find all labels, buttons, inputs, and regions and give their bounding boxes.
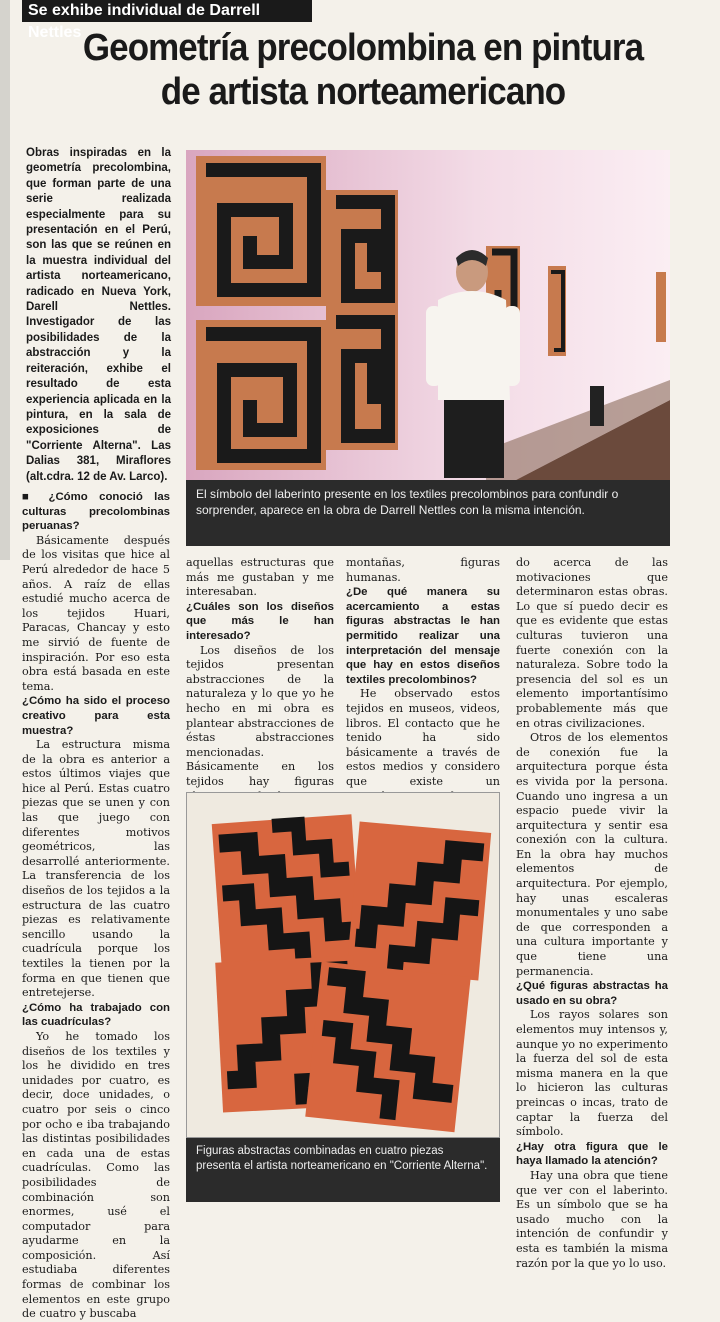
answer-7: Los rayos solares son elementos muy intensos y, aunque yo no experimento la fuerza del sol de esta misma manera en la que lo hicieron las culturas preincas o incas, trato de captar la fuerza del símbolo. [516, 1008, 668, 1139]
question-2: ¿Cómo ha sido el proceso creativo para esta muestra? [22, 695, 170, 737]
answer-4: Los diseños de los tejidos presentan abstracciones de la naturaleza y lo que yo he hecho en mi obra es plantear abstracciones de éstas abstracciones mencionadas. Básicamente en los tejidos hay figuras [186, 643, 334, 788]
gallery-photo-illustration [186, 150, 670, 480]
column-2-continuation: aquellas estructuras que más me gustaban y me interesaban. [186, 556, 334, 599]
question-7: ¿Hay otra figura que le haya llamado la atención? [516, 1140, 668, 1168]
page-edge-shadow [0, 0, 10, 560]
answer-2: La estructura misma de la obra es anterior a estos últimos viajes que hice al Perú. Estas cuatro piezas que se unen y con las que juego con diferentes motivos geométricos, las desarrollé anteriormente. La transferencia de los diseños de los tejidos a la estructura de las cuatro piezas es relativamente sencillo usando la cuadrícula porque los textiles la tienen por la forma en que tienen que entretejerse. [22, 738, 170, 1000]
column-3-continuation: montañas, figuras humanas. [346, 556, 500, 584]
question-5: ¿De qué manera su acercamiento a estas figuras abstractas le han permitido realizar una interpretación del mensaje que hay en estos diseños textiles precolombinos? [346, 586, 500, 686]
headline-line-2: de artista norteamericano [160, 71, 566, 113]
step-pattern-artwork [212, 814, 491, 1132]
lead-paragraph: Obras inspiradas en la geometría precolombina, que forman parte de una serie realizada especialmente para su presentación en el Perú, son las que se reúnen en la muestra individual del artista norteamericano, radicado en Nueva York, Darell Nettles. Investigador de las posibilidades de la abstracción y la reiteración, exhibe el resultado de esta experiencia aplicada en la pintura, en la sala de exposiciones de "Corriente Alterna". Las Dalias 381, Miraflores (alt.cdra. 12 de Av. Larco). [26, 147, 171, 483]
question-3: ¿Cómo ha trabajado con las cuadrículas? [22, 1001, 170, 1029]
answer-8: Hay una obra que tiene que ver con el laberinto. Es un símbolo que se ha usado mucho con la intención de confundir y esta es también la misma razón por la que yo lo uso. [516, 1168, 668, 1270]
question-1: ■ ¿Cómo conoció las culturas precolombinas peruanas? [22, 491, 171, 533]
answer-5: He observado estos tejidos en museos, videos, libros. El contacto que he tenido ha sido básicamente a través de estos medios y considero que existe un [346, 687, 500, 788]
four-pieces-photo [186, 792, 500, 1138]
column-4-continuation: do acerca de las motivaciones que determinaron estas obras. Lo que sí puedo decir es que es evidente que estas culturas tuvieron una fuerte conexión con la naturaleza. Sobre todo la presencia del sol es un elemento importantísimo probablemente más que en otras civilizaciones. [516, 556, 668, 730]
answer-6: Otros de los elementos de conexión fue la arquitectura porque ésta es vivida por la persona. Cuando uno ingresa a un espacio puede vivir la arquitectura y sentir esa conexión con la cultura. En la obra hay muchos elementos de arquitectura. Por ejemplo, hay unas escaleras monumentales y uno sabe de que corresponden a una cultura importante y que tiene una permanencia. [516, 731, 668, 978]
column-1 [22, 490, 170, 1322]
gallery-photo-caption: El símbolo del laberinto presente en los textiles precolombinos para confundir o sorprender, aparece en la obra de Darrell Nettles con la misma intención. [186, 480, 670, 546]
question-4: ¿Cuáles son los diseños que más le han interesado? [186, 600, 334, 642]
answer-3: Yo he tomado los diseños de los textiles y los he dividido en tres unidades por cuatro, es decir, doce unidades, o cuatro por seis o cinco por ocho e iba trabajando las distintas posibilidades en cada una de estas cuadrículas. Como las posibilidades de combinación son enormes, usé el computador para ayudarme en la composición. Así estudiaba diferentes formas de combinar los elementos en este grupo de cuatro y buscaba [22, 1029, 170, 1321]
four-pieces-caption: Figuras abstractas combinadas en cuatro piezas presenta el artista norteamericano en "Corriente Alterna". [186, 1138, 500, 1202]
gallery-photo [186, 150, 670, 480]
column-2 [186, 556, 334, 819]
question-6: ¿Qué figuras abstractas ha usado en su obra? [516, 980, 668, 1007]
headline-line-1: Geometría precolombina en pintura [82, 27, 644, 69]
answer-1: Básicamente después de los visitas que hice al Perú alrededor de hace 5 años. A raíz de ellas estudié mucho acerca de los tejidos Huari, Paracas, Chancay y esto me sirvió de fuente de inspiración. Por eso esta obra está basada en este tema. [22, 533, 170, 693]
question-1-text: ¿Cómo conoció las culturas precolombinas peruanas? [22, 491, 171, 533]
kicker: Se exhibe individual de Darrell Nettles [22, 0, 312, 22]
four-pieces-illustration [187, 793, 499, 1137]
headline [46, 26, 681, 114]
column-3 [346, 556, 500, 819]
column-4 [516, 556, 668, 1271]
